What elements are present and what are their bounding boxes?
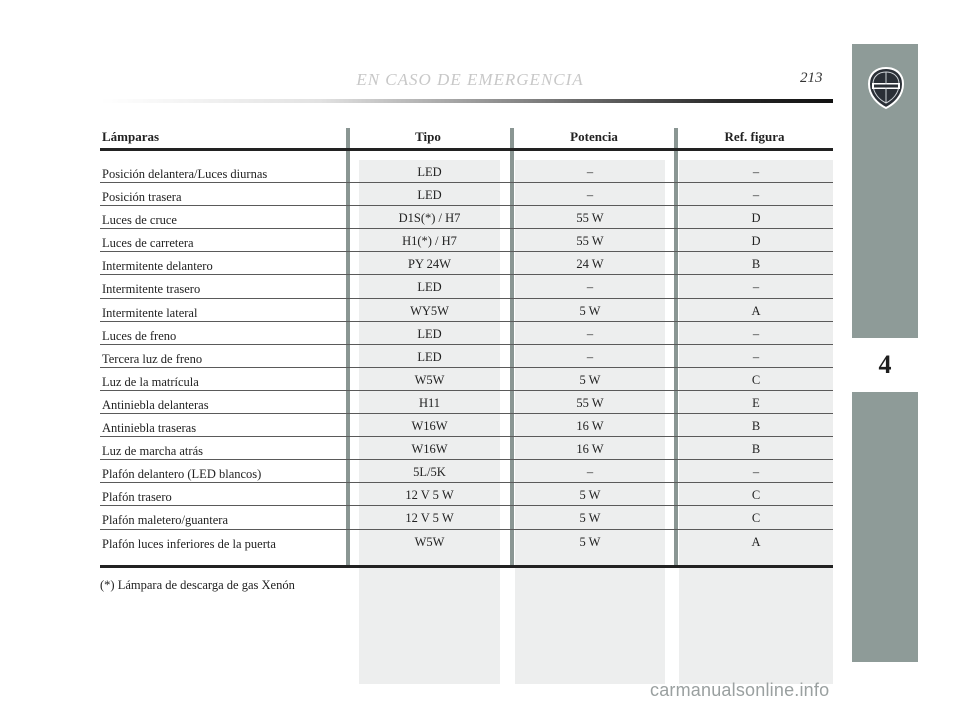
- cell-lampara: Posición trasera: [102, 190, 182, 205]
- cell-ref-figura: E: [752, 395, 760, 410]
- table-row: [100, 460, 833, 483]
- cell-ref-figura: –: [752, 465, 760, 480]
- cell-lampara: Luz de la matrícula: [102, 374, 199, 389]
- table-row: [100, 437, 833, 460]
- cell-lampara: Luces de freno: [102, 328, 177, 343]
- cell-tipo: 5L/5K: [413, 465, 446, 480]
- column-header-tipo: Tipo: [415, 129, 441, 144]
- cell-tipo: 12 V 5 W: [405, 488, 454, 503]
- table-row: [100, 299, 833, 322]
- cell-lampara: Antiniebla delanteras: [102, 397, 209, 412]
- cell-potencia: 5 W: [579, 303, 601, 318]
- table-row: [100, 483, 833, 506]
- table-row: [100, 252, 833, 275]
- cell-lampara: Plafón maletero/guantera: [102, 513, 228, 528]
- cell-potencia: 55 W: [576, 395, 604, 410]
- cell-ref-figura: –: [752, 188, 760, 203]
- cell-ref-figura: A: [751, 534, 761, 549]
- table-row: [100, 275, 833, 298]
- column-header-potencia: Potencia: [570, 129, 618, 144]
- cell-ref-figura: –: [752, 326, 760, 341]
- table-row: [100, 530, 833, 553]
- table-row: [100, 391, 833, 414]
- table-row: [100, 229, 833, 252]
- cell-tipo: 12 V 5 W: [405, 511, 454, 526]
- cell-ref-figura: C: [751, 372, 761, 387]
- column-header-lamparas: Lámparas: [102, 129, 160, 144]
- cell-lampara: Plafón luces inferiores de la puerta: [102, 536, 276, 551]
- cell-tipo: LED: [417, 188, 442, 203]
- bulb-table: [100, 124, 833, 551]
- cell-tipo: H11: [418, 395, 441, 410]
- cell-ref-figura: D: [751, 234, 761, 249]
- cell-potencia: 16 W: [576, 419, 604, 434]
- lancia-shield-icon: [866, 66, 906, 110]
- cell-potencia: –: [586, 188, 594, 203]
- cell-tipo: W5W: [414, 372, 445, 387]
- cell-potencia: –: [586, 280, 594, 295]
- cell-tipo: W16W: [411, 442, 448, 457]
- chapter-number: 4: [854, 340, 916, 390]
- cell-potencia: 5 W: [579, 534, 601, 549]
- cell-ref-figura: –: [752, 280, 760, 295]
- cell-lampara: Intermitente delantero: [102, 259, 213, 274]
- cell-potencia: –: [586, 465, 594, 480]
- cell-lampara: Plafón delantero (LED blancos): [102, 467, 262, 482]
- cell-potencia: 16 W: [576, 442, 604, 457]
- cell-potencia: 55 W: [576, 211, 604, 226]
- cell-ref-figura: B: [751, 419, 761, 434]
- table-header: [100, 124, 833, 148]
- cell-tipo: D1S(*) / H7: [398, 211, 461, 226]
- header-rule: [100, 99, 833, 103]
- cell-lampara: Luz de marcha atrás: [102, 444, 203, 459]
- cell-lampara: Plafón trasero: [102, 490, 172, 505]
- cell-ref-figura: –: [752, 165, 760, 179]
- cell-lampara: Intermitente lateral: [102, 305, 198, 320]
- table-row: [100, 345, 833, 368]
- table-row: [100, 183, 833, 206]
- watermark: carmanualsonline.info: [650, 680, 830, 700]
- cell-ref-figura: D: [751, 211, 761, 226]
- cell-ref-figura: B: [751, 442, 761, 457]
- cell-tipo: H1(*) / H7: [402, 234, 457, 249]
- cell-tipo: LED: [417, 280, 442, 295]
- cell-potencia: –: [586, 326, 594, 341]
- table-row: [100, 414, 833, 437]
- cell-tipo: LED: [417, 349, 442, 364]
- cell-potencia: –: [586, 349, 594, 364]
- page-number: 213: [800, 70, 823, 86]
- cell-ref-figura: A: [751, 303, 761, 318]
- footnote: (*) Lámpara de descarga de gas Xenón: [100, 578, 295, 592]
- cell-tipo: W5W: [414, 534, 445, 549]
- cell-potencia: 55 W: [576, 234, 604, 249]
- cell-ref-figura: C: [751, 488, 761, 503]
- cell-tipo: PY 24W: [408, 257, 451, 272]
- cell-ref-figura: C: [751, 511, 761, 526]
- cell-ref-figura: –: [752, 349, 760, 364]
- chapter-title: EN CASO DE EMERGENCIA: [356, 70, 584, 89]
- cell-potencia: –: [586, 165, 594, 179]
- table-row: [100, 206, 833, 229]
- bottom-thick-rule: [100, 565, 833, 568]
- table-row: [100, 368, 833, 391]
- header-thick-rule: [100, 148, 833, 151]
- cell-potencia: 5 W: [579, 372, 601, 387]
- column-header-ref-figura: Ref. figura: [724, 129, 785, 144]
- table-body: [100, 160, 833, 553]
- cell-lampara: Intermitente trasero: [102, 282, 201, 297]
- cell-tipo: W16W: [411, 419, 448, 434]
- cell-tipo: LED: [417, 326, 442, 341]
- table-row: [100, 506, 833, 529]
- cell-potencia: 5 W: [579, 488, 601, 503]
- cell-lampara: Luces de carretera: [102, 236, 194, 251]
- cell-lampara: Tercera luz de freno: [102, 351, 203, 366]
- cell-lampara: Luces de cruce: [102, 213, 177, 228]
- table-row: [100, 322, 833, 345]
- table-row: [100, 160, 833, 183]
- cell-tipo: WY5W: [410, 303, 449, 318]
- cell-potencia: 24 W: [576, 257, 604, 272]
- cell-lampara: Antiniebla traseras: [102, 421, 197, 436]
- cell-ref-figura: B: [751, 257, 761, 272]
- cell-lampara: Posición delantera/Luces diurnas: [102, 167, 268, 181]
- cell-potencia: 5 W: [579, 511, 601, 526]
- cell-tipo: LED: [417, 165, 442, 179]
